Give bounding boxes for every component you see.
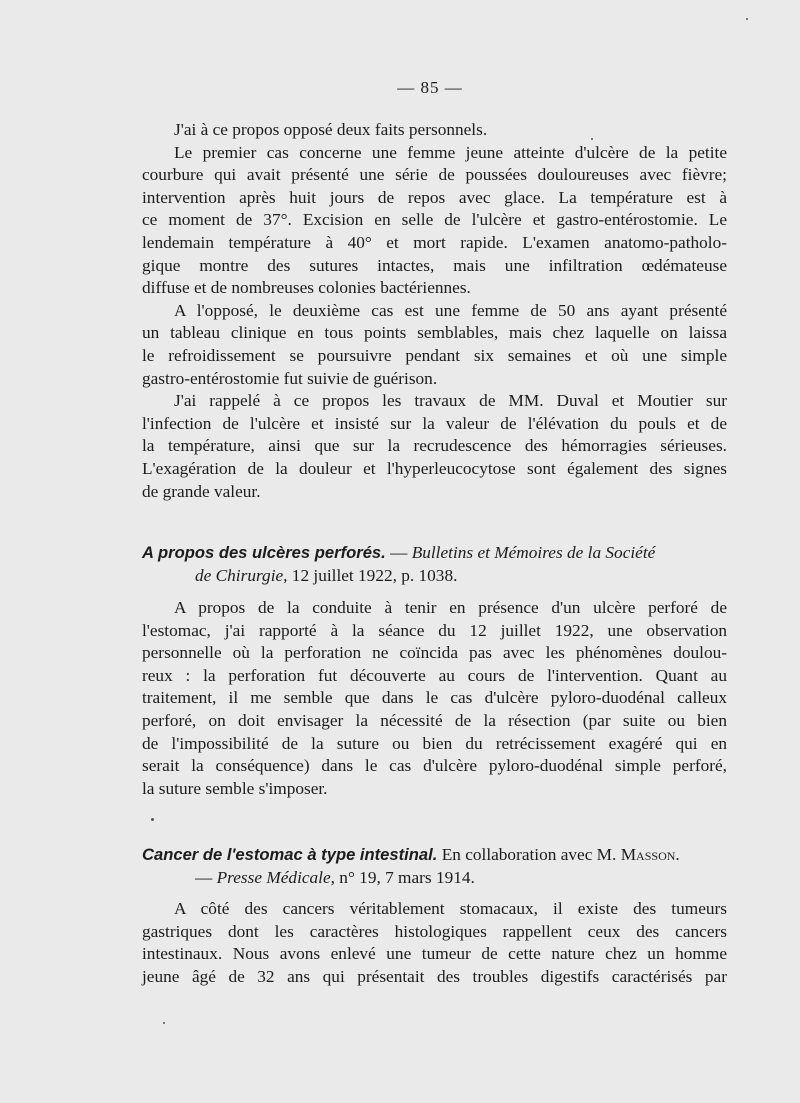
text-line: ce moment de 37°. Excision en selle de l'ulcère et gastro-entérostomie. Le xyxy=(142,210,727,230)
text-line: gique montre des sutures intactes, mais une infiltration œdémateuse xyxy=(142,255,727,275)
scan-speck xyxy=(746,18,748,20)
section-cancer-estomac xyxy=(142,898,727,988)
text-line: la température, ainsi que sur la recrudescence des hémorragies sérieuses. xyxy=(142,436,727,456)
text-line: J'ai à ce propos opposé deux faits personnels. xyxy=(174,120,488,139)
heading-cancer-estomac xyxy=(142,844,727,889)
paragraph xyxy=(142,300,727,390)
text-line: la suture semble s'imposer. xyxy=(142,778,328,798)
heading-ulceres-perfores xyxy=(142,542,727,587)
text-line: de grande valeur. xyxy=(142,481,261,501)
heading-date: 12 juillet 1922, p. 1038. xyxy=(287,565,458,585)
text-line: diffuse et de nombreuses colonies bactériennes. xyxy=(142,278,471,298)
text-line: lendemain température à 40° et mort rapide. L'examen anatomo-patholo- xyxy=(142,232,727,252)
heading-dash: — xyxy=(195,867,217,887)
heading-title: A propos des ulcères perforés. xyxy=(142,543,386,562)
text-line: jeune âgé de 32 ans qui présentait des troubles digestifs caractérisés par xyxy=(142,966,727,986)
scan-speck xyxy=(163,1022,165,1024)
heading-date: n° 19, 7 mars 1914. xyxy=(334,867,475,887)
text-line: A côté des cancers véritablement stomacaux, il existe des tumeurs xyxy=(174,899,727,918)
text-line: gastro-entérostomie fut suivie de guérison. xyxy=(142,368,438,388)
heading-line xyxy=(142,844,727,867)
text-line: gastriques dont les caractères histologiques rappellent ceux des cancers xyxy=(142,921,727,941)
scan-speck xyxy=(151,818,154,821)
text-line: l'estomac, j'ai rapporté à la séance du 12 juillet 1922, une observation xyxy=(142,620,727,640)
text-line: perforé, on doit envisager la nécessité de la résection (par suite ou bien xyxy=(142,710,727,730)
heading-author: Masson. xyxy=(620,845,680,864)
heading-reference: de Chirurgie, xyxy=(195,565,288,585)
heading-reference: Bulletins et Mémoires de la Société xyxy=(411,543,656,562)
heading-line xyxy=(142,542,727,565)
heading-title: Cancer de l'estomac à type intestinal. xyxy=(142,845,438,864)
text-line: A propos de la conduite à tenir en présence d'un ulcère perforé de xyxy=(174,598,727,617)
text-line: A l'opposé, le deuxième cas est une femme de 50 ans ayant présenté xyxy=(174,300,727,320)
text-line: Le premier cas concerne une femme jeune atteinte d'ulcère de la petite xyxy=(174,142,727,162)
text-line: le refroidissement se poursuivre pendant six semaines et où une simple xyxy=(142,345,727,365)
section-ulceres-perfores xyxy=(142,597,727,800)
heading-journal: Presse Médicale, xyxy=(216,867,335,887)
scan-speck xyxy=(591,138,593,140)
text-line: intestinaux. Nous avons enlevé une tumeur de cette nature chez un homme xyxy=(142,944,727,964)
text-line: l'infection de l'ulcère et insisté sur la valeur de l'élévation du pouls et de xyxy=(142,413,727,433)
text-line: un tableau clinique en tous points semblables, mais chez laquelle on laissa xyxy=(142,323,727,343)
section-ulcere-infection xyxy=(142,119,727,503)
paragraph xyxy=(142,390,727,503)
paragraph xyxy=(142,119,727,142)
text-line: traitement, il me semble que dans le cas d'ulcère pyloro-duodénal calleux xyxy=(142,688,727,708)
paragraph xyxy=(142,142,727,300)
page-number: — 85 — xyxy=(397,78,463,97)
heading-line xyxy=(142,565,727,588)
text-line: courbure qui avait présenté une série de poussées douloureuses avec fièvre; xyxy=(142,165,727,185)
text-line: de l'impossibilité de la suture ou bien du retrécissement exagéré qui en xyxy=(142,733,727,753)
text-line: reux : la perforation fut découverte au cours de l'intervention. Quant au xyxy=(142,665,727,685)
heading-collaboration: En collaboration avec M. xyxy=(437,845,621,864)
heading-dash: — xyxy=(385,543,412,562)
text-line: serait la conséquence) dans le cas d'ulcère pyloro-duodénal simple perforé, xyxy=(142,756,727,776)
text-line: personnelle où la perforation ne coïncida pas avec les phénomènes doulou- xyxy=(142,643,727,663)
text-line: J'ai rappelé à ce propos les travaux de MM. Duval et Moutier sur xyxy=(174,391,727,411)
text-line: intervention après huit jours de repos avec glace. La température est à xyxy=(142,187,727,207)
heading-line xyxy=(142,867,727,890)
text-line: L'exagération de la douleur et l'hyperleucocytose sont également des signes xyxy=(142,458,727,478)
